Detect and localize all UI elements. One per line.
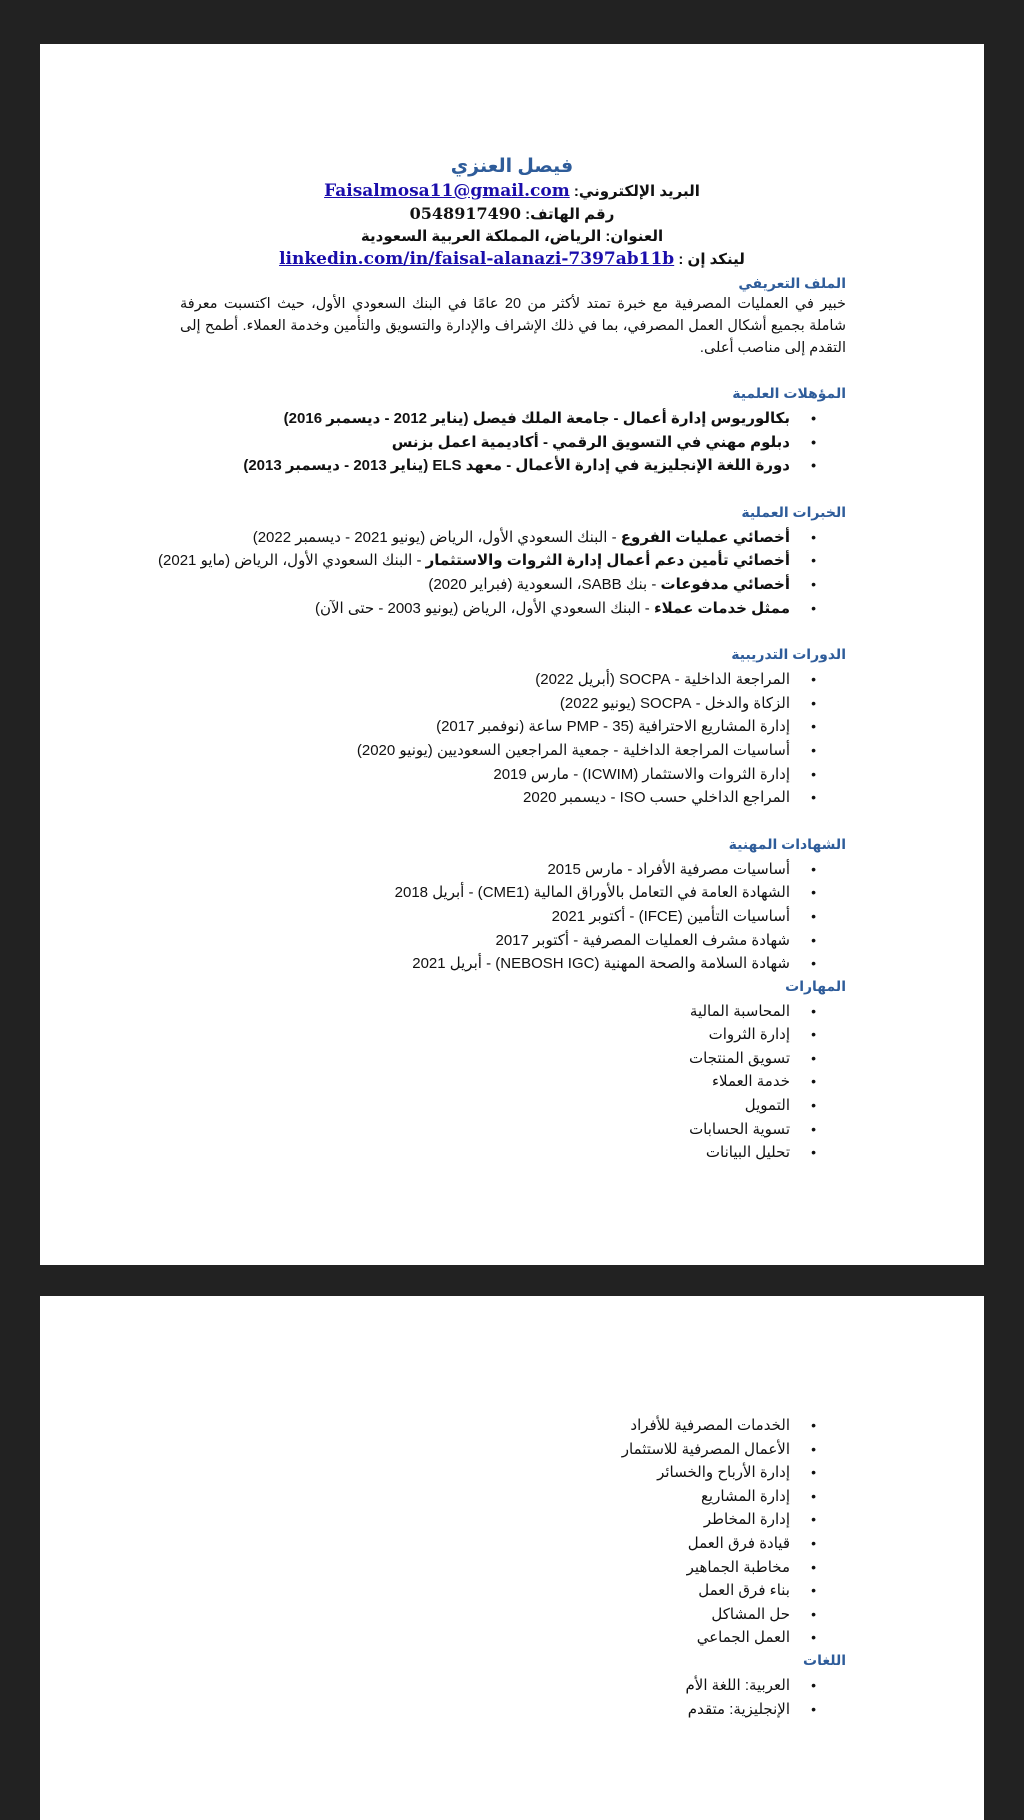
document-page-2 <box>40 1296 984 1820</box>
list-item: • دورة اللغة الإنجليزية في إدارة الأعمال - معهد ELS (يناير 2013 - ديسمبر 2013) <box>180 454 790 478</box>
list-item: • المراجع الداخلي حسب ISO - ديسمبر 2020 <box>180 786 790 810</box>
languages-heading: اللغات <box>803 1651 846 1668</box>
list-item: • الزكاة والدخل - SOCPA (يونيو 2022) <box>180 692 790 716</box>
phone-line <box>40 203 984 226</box>
address-line: العنوان: الرياض، المملكة العربية السعودية <box>360 228 664 245</box>
certificates-list <box>180 858 846 976</box>
education-heading: المؤهلات العلمية <box>732 385 846 401</box>
list-item: • تحليل البيانات <box>180 1141 790 1165</box>
email-link[interactable]: Faisalmosa11@gmail.com <box>324 181 570 201</box>
skills-list-page1 <box>180 1000 846 1165</box>
job-role: أخصائي عمليات الفروع <box>620 528 790 546</box>
resume-body-continued <box>40 1296 984 1721</box>
list-item: • تسوية الحسابات <box>180 1118 790 1142</box>
linkedin-link[interactable]: linkedin.com/in/faisal-alanazi-7397ab11b <box>279 249 675 269</box>
list-item <box>180 597 790 621</box>
list-item: • التمويل <box>180 1094 790 1118</box>
list-item: • إدارة المشاريع الاحترافية (PMP - 35 ساعة (نوفمبر 2017) <box>180 715 790 739</box>
list-item: • أساسيات المراجعة الداخلية - جمعية المراجعين السعوديين (يونيو 2020) <box>180 739 790 763</box>
linkedin-line <box>40 248 984 271</box>
experience-list <box>158 526 846 620</box>
job-role: ممثل خدمات عملاء <box>653 599 790 617</box>
linkedin-label: لينكد إن : <box>678 251 745 268</box>
contact-header <box>40 44 984 271</box>
phone-number: 0548917490 <box>409 204 521 223</box>
list-item: • الإنجليزية: متقدم <box>180 1698 790 1722</box>
list-item <box>180 573 790 597</box>
document-page-1 <box>40 44 984 1265</box>
email-line <box>40 180 984 203</box>
list-item: • العمل الجماعي <box>180 1626 790 1650</box>
job-detail: - البنك السعودي الأول، الرياض (مايو 2021) <box>158 552 426 570</box>
list-item: • تسويق المنتجات <box>180 1047 790 1071</box>
job-role: أخصائي مدفوعات <box>660 575 790 593</box>
list-item: • بكالوريوس إدارة أعمال - جامعة الملك فيصل (يناير 2012 - ديسمبر 2016) <box>180 407 790 431</box>
list-item: • شهادة مشرف العمليات المصرفية - أكتوبر 2017 <box>180 929 790 953</box>
list-item: • الأعمال المصرفية للاستثمار <box>180 1438 790 1462</box>
list-item: • المحاسبة المالية <box>180 1000 790 1024</box>
list-item: • العربية: اللغة الأم <box>180 1674 790 1698</box>
list-item: • الشهادة العامة في التعامل بالأوراق المالية (CME1) - أبريل 2018 <box>180 881 790 905</box>
list-item: • إدارة الأرباح والخسائر <box>180 1461 790 1485</box>
list-item: • إدارة الثروات والاستثمار (ICWIM) - مارس 2019 <box>180 763 790 787</box>
list-item: • إدارة الثروات <box>180 1023 790 1047</box>
person-name: فيصل العنزي <box>450 156 574 177</box>
list-item: • الخدمات المصرفية للأفراد <box>180 1414 790 1438</box>
list-item: • المراجعة الداخلية - SOCPA (أبريل 2022) <box>180 668 790 692</box>
email-label: البريد الإلكتروني: <box>573 183 700 200</box>
experience-heading: الخبرات العملية <box>741 503 846 520</box>
languages-list <box>180 1674 846 1721</box>
phone-label: رقم الهاتف: <box>525 206 615 223</box>
list-item <box>158 549 790 573</box>
job-detail: - بنك SABB، السعودية (فبراير 2020) <box>428 575 661 593</box>
certificates-heading: الشهادات المهنية <box>728 835 846 852</box>
list-item: • دبلوم مهني في التسويق الرقمي - أكاديمية اعمل بزنس <box>180 431 790 455</box>
list-item: • خدمة العملاء <box>180 1070 790 1094</box>
list-item <box>180 526 790 550</box>
list-item: • مخاطبة الجماهير <box>180 1556 790 1580</box>
list-item: • إدارة المخاطر <box>180 1508 790 1532</box>
training-list <box>180 668 846 810</box>
job-role: أخصائي تأمين دعم أعمال إدارة الثروات والاستثمار <box>425 552 790 570</box>
skills-heading: المهارات <box>785 977 846 994</box>
job-detail: - البنك السعودي الأول، الرياض (يونيو 2003 - حتى الآن) <box>314 599 654 617</box>
training-heading: الدورات التدريبية <box>731 646 846 663</box>
list-item: • قيادة فرق العمل <box>180 1532 790 1556</box>
profile-heading: الملف التعريفي <box>738 275 846 291</box>
list-item: • بناء فرق العمل <box>180 1579 790 1603</box>
profile-text: خبير في العمليات المصرفية مع خبرة تمتد لأكثر من 20 عامًا في البنك السعودي الأول، حيث اكتسبت معرفة شاملة بجميع أشكال العمل المصرفي، بما في ذلك الإشراف والإدارة والتسويق والتأمين وخدمة العملاء. أطمح إلى التقدم إلى مناصب أعلى. <box>180 296 846 356</box>
job-detail: - البنك السعودي الأول، الرياض (يونيو 2021 - ديسمبر 2022) <box>252 528 621 546</box>
list-item: • حل المشاكل <box>180 1603 790 1627</box>
education-list <box>180 407 846 478</box>
list-item: • أساسيات مصرفية الأفراد - مارس 2015 <box>180 858 790 882</box>
list-item: • شهادة السلامة والصحة المهنية (NEBOSH IGC) - أبريل 2021 <box>180 952 790 976</box>
resume-body <box>40 273 984 1165</box>
skills-list-page2 <box>180 1414 846 1650</box>
list-item: • إدارة المشاريع <box>180 1485 790 1509</box>
list-item: • أساسيات التأمين (IFCE) - أكتوبر 2021 <box>180 905 790 929</box>
